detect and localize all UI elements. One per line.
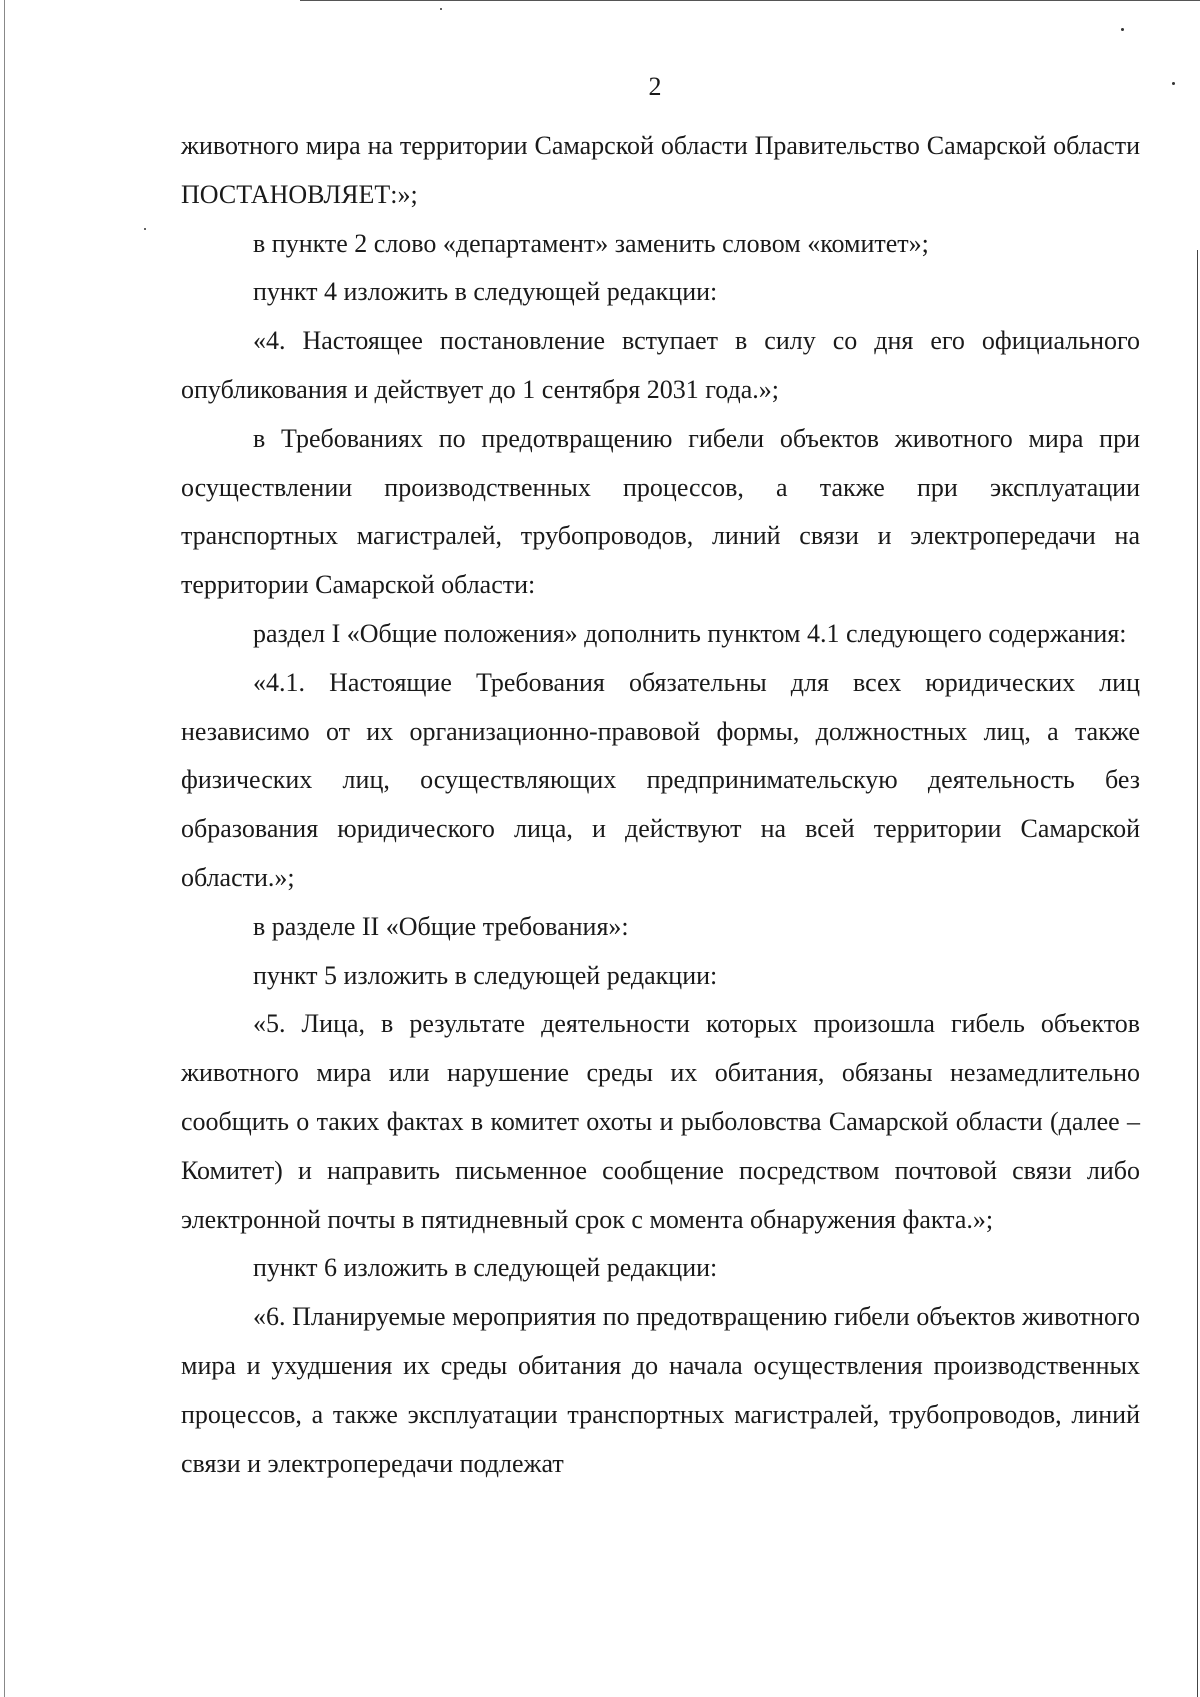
paragraph: пункт 4 изложить в следующей редакции: [253,277,718,307]
scan-edge-right [1197,250,1198,1697]
document-body [181,122,1140,1488]
scan-speck [440,8,442,10]
page-number: 2 [648,72,662,101]
scan-edge-top [300,0,1200,1]
paragraph: «5. Лица, в результате деятельности которых произошла гибель объектов животного мира или нарушение среды их обитания, обязаны незамедлительно сообщить о таких фактах в комитет охоты и рыболовства Самарской области (далее – Комитет) и направить письменное сообщение посредством почтовой связи либо электронной почты в пятидневный срок с момента обнаружения факта.»; [181,1009,1140,1234]
scan-speck [144,228,146,230]
scan-edge-left [4,0,5,1697]
paragraph: «4. Настоящее постановление вступает в силу со дня его официального опубликования и действует до 1 сентября 2031 года.»; [181,326,1140,404]
paragraph: животного мира на территории Самарской области Правительство Самарской области ПОСТАНОВЛЯЕТ:»; [181,131,1140,209]
paragraph: в Требованиях по предотвращению гибели объектов животного мира при осуществлении производственных процессов, а также при эксплуатации транспортных магистралей, трубопроводов, линий связи и электропередачи на территории Самарской области: [181,423,1140,600]
paragraph: в разделе II «Общие требования»: [253,911,629,941]
paragraph: пункт 6 изложить в следующей редакции: [253,1253,718,1283]
paragraph: раздел I «Общие положения» дополнить пунктом 4.1 следующего содержания: [253,618,1127,648]
paragraph: «4.1. Настоящие Требования обязательны для всех юридических лиц независимо от их организационно-правовой формы, должностных лиц, а также физических лиц, осуществляющих предпринимательскую деятельность без образования юридического лица, и действуют на всей территории Самарской области.»; [181,667,1140,892]
paragraph: в пункте 2 слово «департамент» заменить словом «комитет»; [253,228,929,258]
paragraph: «6. Планируемые мероприятия по предотвращению гибели объектов животного мира и ухудшения их среды обитания до начала осуществления производственных процессов, а также эксплуатации транспортных магистралей, трубопроводов, линий связи и электропередачи подлежат [181,1302,1140,1478]
paragraph: пункт 5 изложить в следующей редакции: [253,960,718,990]
scan-speck [1121,28,1124,31]
